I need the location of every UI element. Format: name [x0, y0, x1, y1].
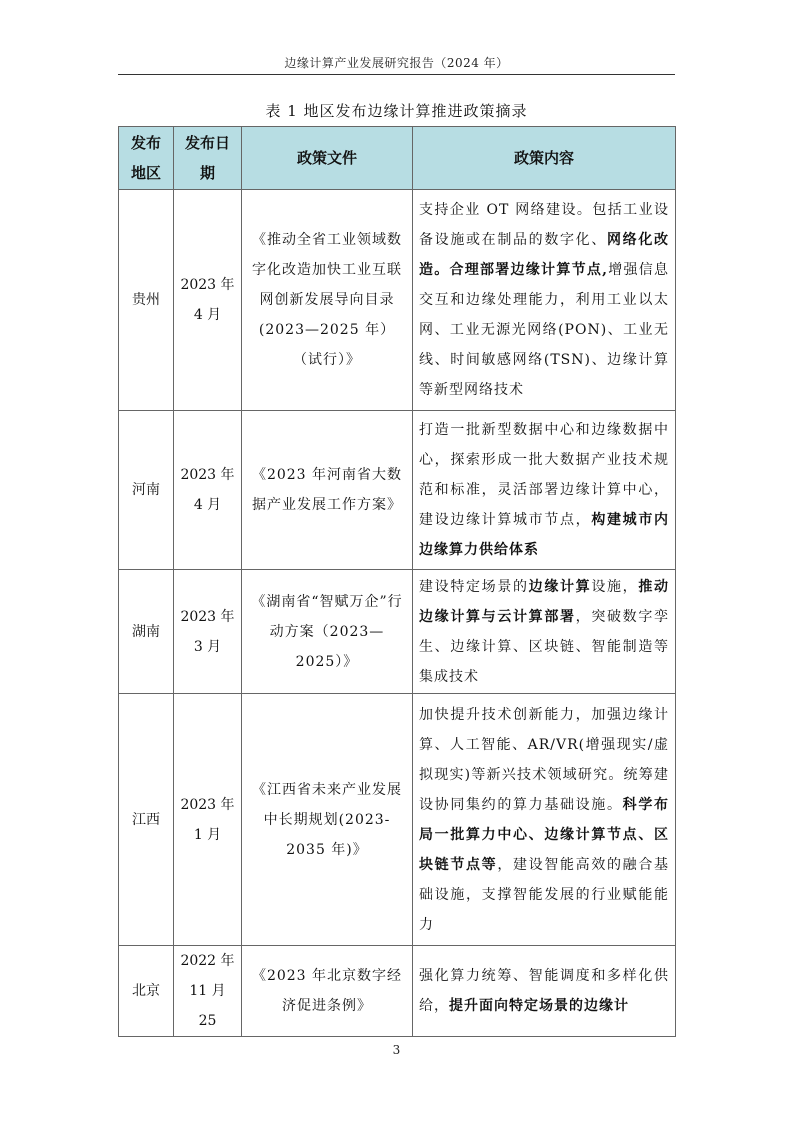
- header-date: 发布日期: [174, 127, 242, 190]
- cell-date: 2023 年 3 月: [174, 570, 242, 694]
- cell-date: 2023 年 1 月: [174, 694, 242, 946]
- cell-region: 北京: [119, 946, 174, 1037]
- cell-content: [413, 411, 676, 570]
- content-bold-run: 边缘计算: [528, 578, 592, 595]
- cell-content: [413, 190, 676, 411]
- table-header-row: [119, 127, 676, 190]
- cell-date: 2023 年 4 月: [174, 190, 242, 411]
- table-caption: 表 1 地区发布边缘计算推进政策摘录: [265, 102, 528, 120]
- cell-region: 湖南: [119, 570, 174, 694]
- header-rule: [118, 74, 675, 75]
- cell-document: 《2023 年北京数字经济促进条例》: [242, 946, 413, 1037]
- cell-content: [413, 946, 676, 1037]
- cell-content: [413, 570, 676, 694]
- cell-document: 《2023 年河南省大数据产业发展工作方案》: [242, 411, 413, 570]
- content-text-run: 增强信息交互和边缘处理能力，利用工业以太网、工业无源光网络(PON)、工业无线、时间敏感网络(TSN)、边缘计算等新型网络技术: [419, 262, 669, 398]
- cell-region: 河南: [119, 411, 174, 570]
- table-row: [119, 694, 676, 946]
- header-region: 发布地区: [119, 127, 174, 190]
- policy-table: [118, 126, 676, 1037]
- cell-document: 《湖南省“智赋万企”行动方案（2023—2025）》: [242, 570, 413, 694]
- cell-region: 贵州: [119, 190, 174, 411]
- content-bold-run: 科学布局一批算力中心、边缘计算节点、区块链节点等: [419, 796, 670, 873]
- cell-date: 2023 年 4 月: [174, 411, 242, 570]
- cell-content: [413, 694, 676, 946]
- header-content: 政策内容: [413, 127, 676, 190]
- content-bold-run: 网络化改造。合理部署边缘计算节点,: [419, 232, 669, 278]
- running-header: 边缘计算产业发展研究报告（2024 年）: [284, 56, 509, 70]
- cell-document: 《江西省未来产业发展中长期规划(2023-2035 年)》: [242, 694, 413, 946]
- cell-date: 2022 年 11 月 25: [174, 946, 242, 1037]
- table-row: [119, 411, 676, 570]
- content-bold-run: 推动边缘计算与云计算部署: [419, 578, 670, 625]
- content-text-run: 强化算力统筹、智能调度和多样化供给，: [419, 968, 669, 1014]
- content-text-run: 建设特定场景的: [419, 578, 529, 595]
- cell-document: 《推动全省工业领域数字化改造加快工业互联网创新发展导向目录(2023—2025 年）（试行）》: [242, 190, 413, 411]
- content-text-run: 支持企业 OT 网络建设。包括工业设备设施或在制品的数字化、: [419, 202, 669, 248]
- table-row: [119, 570, 676, 694]
- content-bold-run: 提升面向特定场景的边缘计: [449, 998, 629, 1014]
- content-text-run: ，建设智能高效的融合基础设施，支撑智能发展的行业赋能能力: [419, 856, 670, 933]
- content-text-run: ，突破数字孪生、边缘计算、区块链、智能制造等集成技术: [419, 608, 670, 685]
- cell-region: 江西: [119, 694, 174, 946]
- content-text-run: 打造一批新型数据中心和边缘数据中心，探索形成一批大数据产业技术规范和标准，灵活部署边缘计算中心，建设边缘计算城市节点，: [419, 422, 669, 528]
- content-text-run: 设施，: [591, 578, 639, 595]
- table-row: [119, 946, 676, 1037]
- content-bold-run: 构建城市内边缘算力供给体系: [419, 512, 670, 558]
- page-number: 3: [392, 1043, 401, 1057]
- table-row: [119, 190, 676, 411]
- content-text-run: 加快提升技术创新能力，加强边缘计算、人工智能、AR/VR(增强现实/虚拟现实)等新兴技术领域研究。统筹建设协同集约的算力基础设施。: [419, 706, 669, 813]
- header-document: 政策文件: [242, 127, 413, 190]
